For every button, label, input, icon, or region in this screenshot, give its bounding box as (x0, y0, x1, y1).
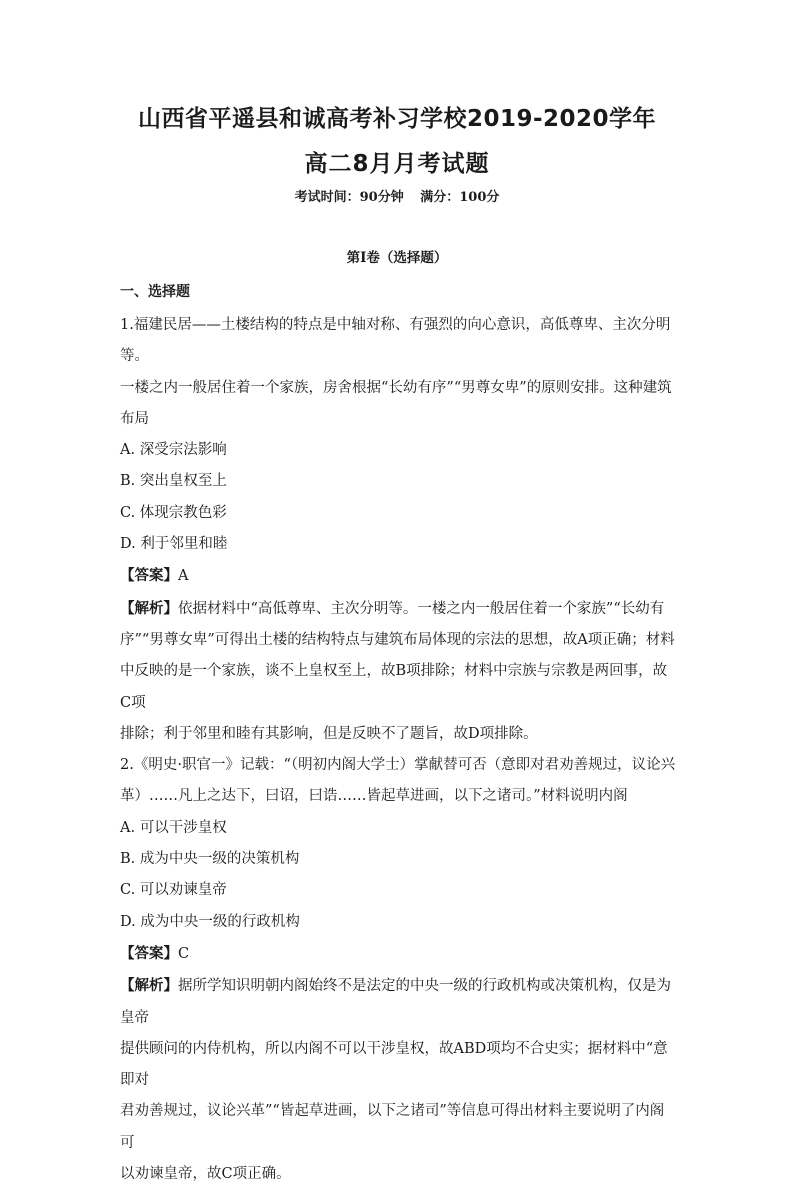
q1-option-c: C. 体现宗教色彩 (120, 504, 227, 521)
q2-answer (120, 938, 676, 970)
exam-subtitle: 高二8月月考试题 (304, 151, 490, 177)
q1-analysis-line: 排除；利于邻里和睦有其影响，但是反映不了题旨，故D项排除。 (120, 725, 538, 742)
q2-stem-line: 革）……凡上之达下，曰诏，曰诰……皆起草进画，以下之诸司。”材料说明内阁 (120, 788, 628, 805)
q1-analysis-label: 【解析】 (120, 599, 178, 617)
q1-option-a: A. 深受宗法影响 (120, 442, 227, 459)
questions (120, 310, 676, 1190)
q1-stem-line: 布局 (120, 410, 149, 427)
q1-answer (120, 560, 676, 592)
q2-option-c: C. 可以劝谏皇帝 (120, 882, 227, 899)
q1-option-b: B. 突出皇权至上 (120, 473, 227, 490)
q2-stem-line: 2.《明史·职官一》记载：“（明初内阁大学士）掌献替可否（意即对君劝善规过，议论兴 (120, 757, 676, 774)
q2-answer-value: C (178, 945, 190, 962)
exam-meta (0, 186, 794, 205)
q1-stem-line: 一楼之内一般居住着一个家族，房舍根据“长幼有序”“男尊女卑”的原则安排。这种建筑 (120, 379, 672, 396)
q2-analysis-label: 【解析】 (120, 977, 178, 995)
q2-option-a: A. 可以干涉皇权 (120, 819, 227, 836)
q2-option-b: B. 成为中央一级的决策机构 (120, 851, 300, 868)
q1-analysis-line (120, 593, 676, 625)
q1-answer-label: 【答案】 (120, 567, 178, 585)
q2-analysis-text: 据所学知识明朝内阁始终不是法定的中央一级的行政机构或决策机构，仅是为皇帝 (120, 978, 671, 1026)
q1-answer-value: A (178, 568, 189, 585)
exam-score: 满分：100分 (420, 190, 500, 205)
q2-analysis-line: 以劝谏皇帝，故C项正确。 (120, 1166, 291, 1183)
q2-analysis-line: 君劝善规过，议论兴革”“皆起草进画，以下之诸司”等信息可得出材料主要说明了内阁可 (120, 1103, 665, 1151)
q2-answer-label: 【答案】 (120, 944, 178, 962)
section-title: 第Ⅰ卷（选择题） (346, 250, 448, 266)
exam-title: 山西省平遥县和诚高考补习学校2019-2020学年 (137, 106, 657, 132)
part-title: 一、选择题 (120, 284, 190, 300)
q2-option-d: D. 成为中央一级的行政机构 (120, 913, 300, 930)
q1-analysis-line: 序”“男尊女卑”可得出土楼的结构特点与建筑布局体现的宗法的思想，故A项正确；材料 (120, 631, 675, 648)
q2-analysis-line: 提供顾问的内侍机构，所以内阁不可以干涉皇权，故ABD项均不合史实；据材料中“意即对 (120, 1040, 668, 1089)
exam-time: 考试时间：90分钟 (294, 190, 404, 205)
q2-analysis-line (120, 970, 676, 1034)
q1-analysis-line: 中反映的是一个家族，谈不上皇权至上，故B项排除；材料中宗族与宗教是两回事，故C项 (120, 663, 668, 711)
q1-option-d: D. 利于邻里和睦 (120, 536, 228, 553)
q1-stem-line: 1.福建民居——土楼结构的特点是中轴对称、有强烈的向心意识，高低尊卑、主次分明等。 (120, 317, 671, 365)
q1-analysis-text: 依据材料中“高低尊卑、主次分明等。一楼之内一般居住着一个家族”“长幼有 (178, 600, 665, 617)
